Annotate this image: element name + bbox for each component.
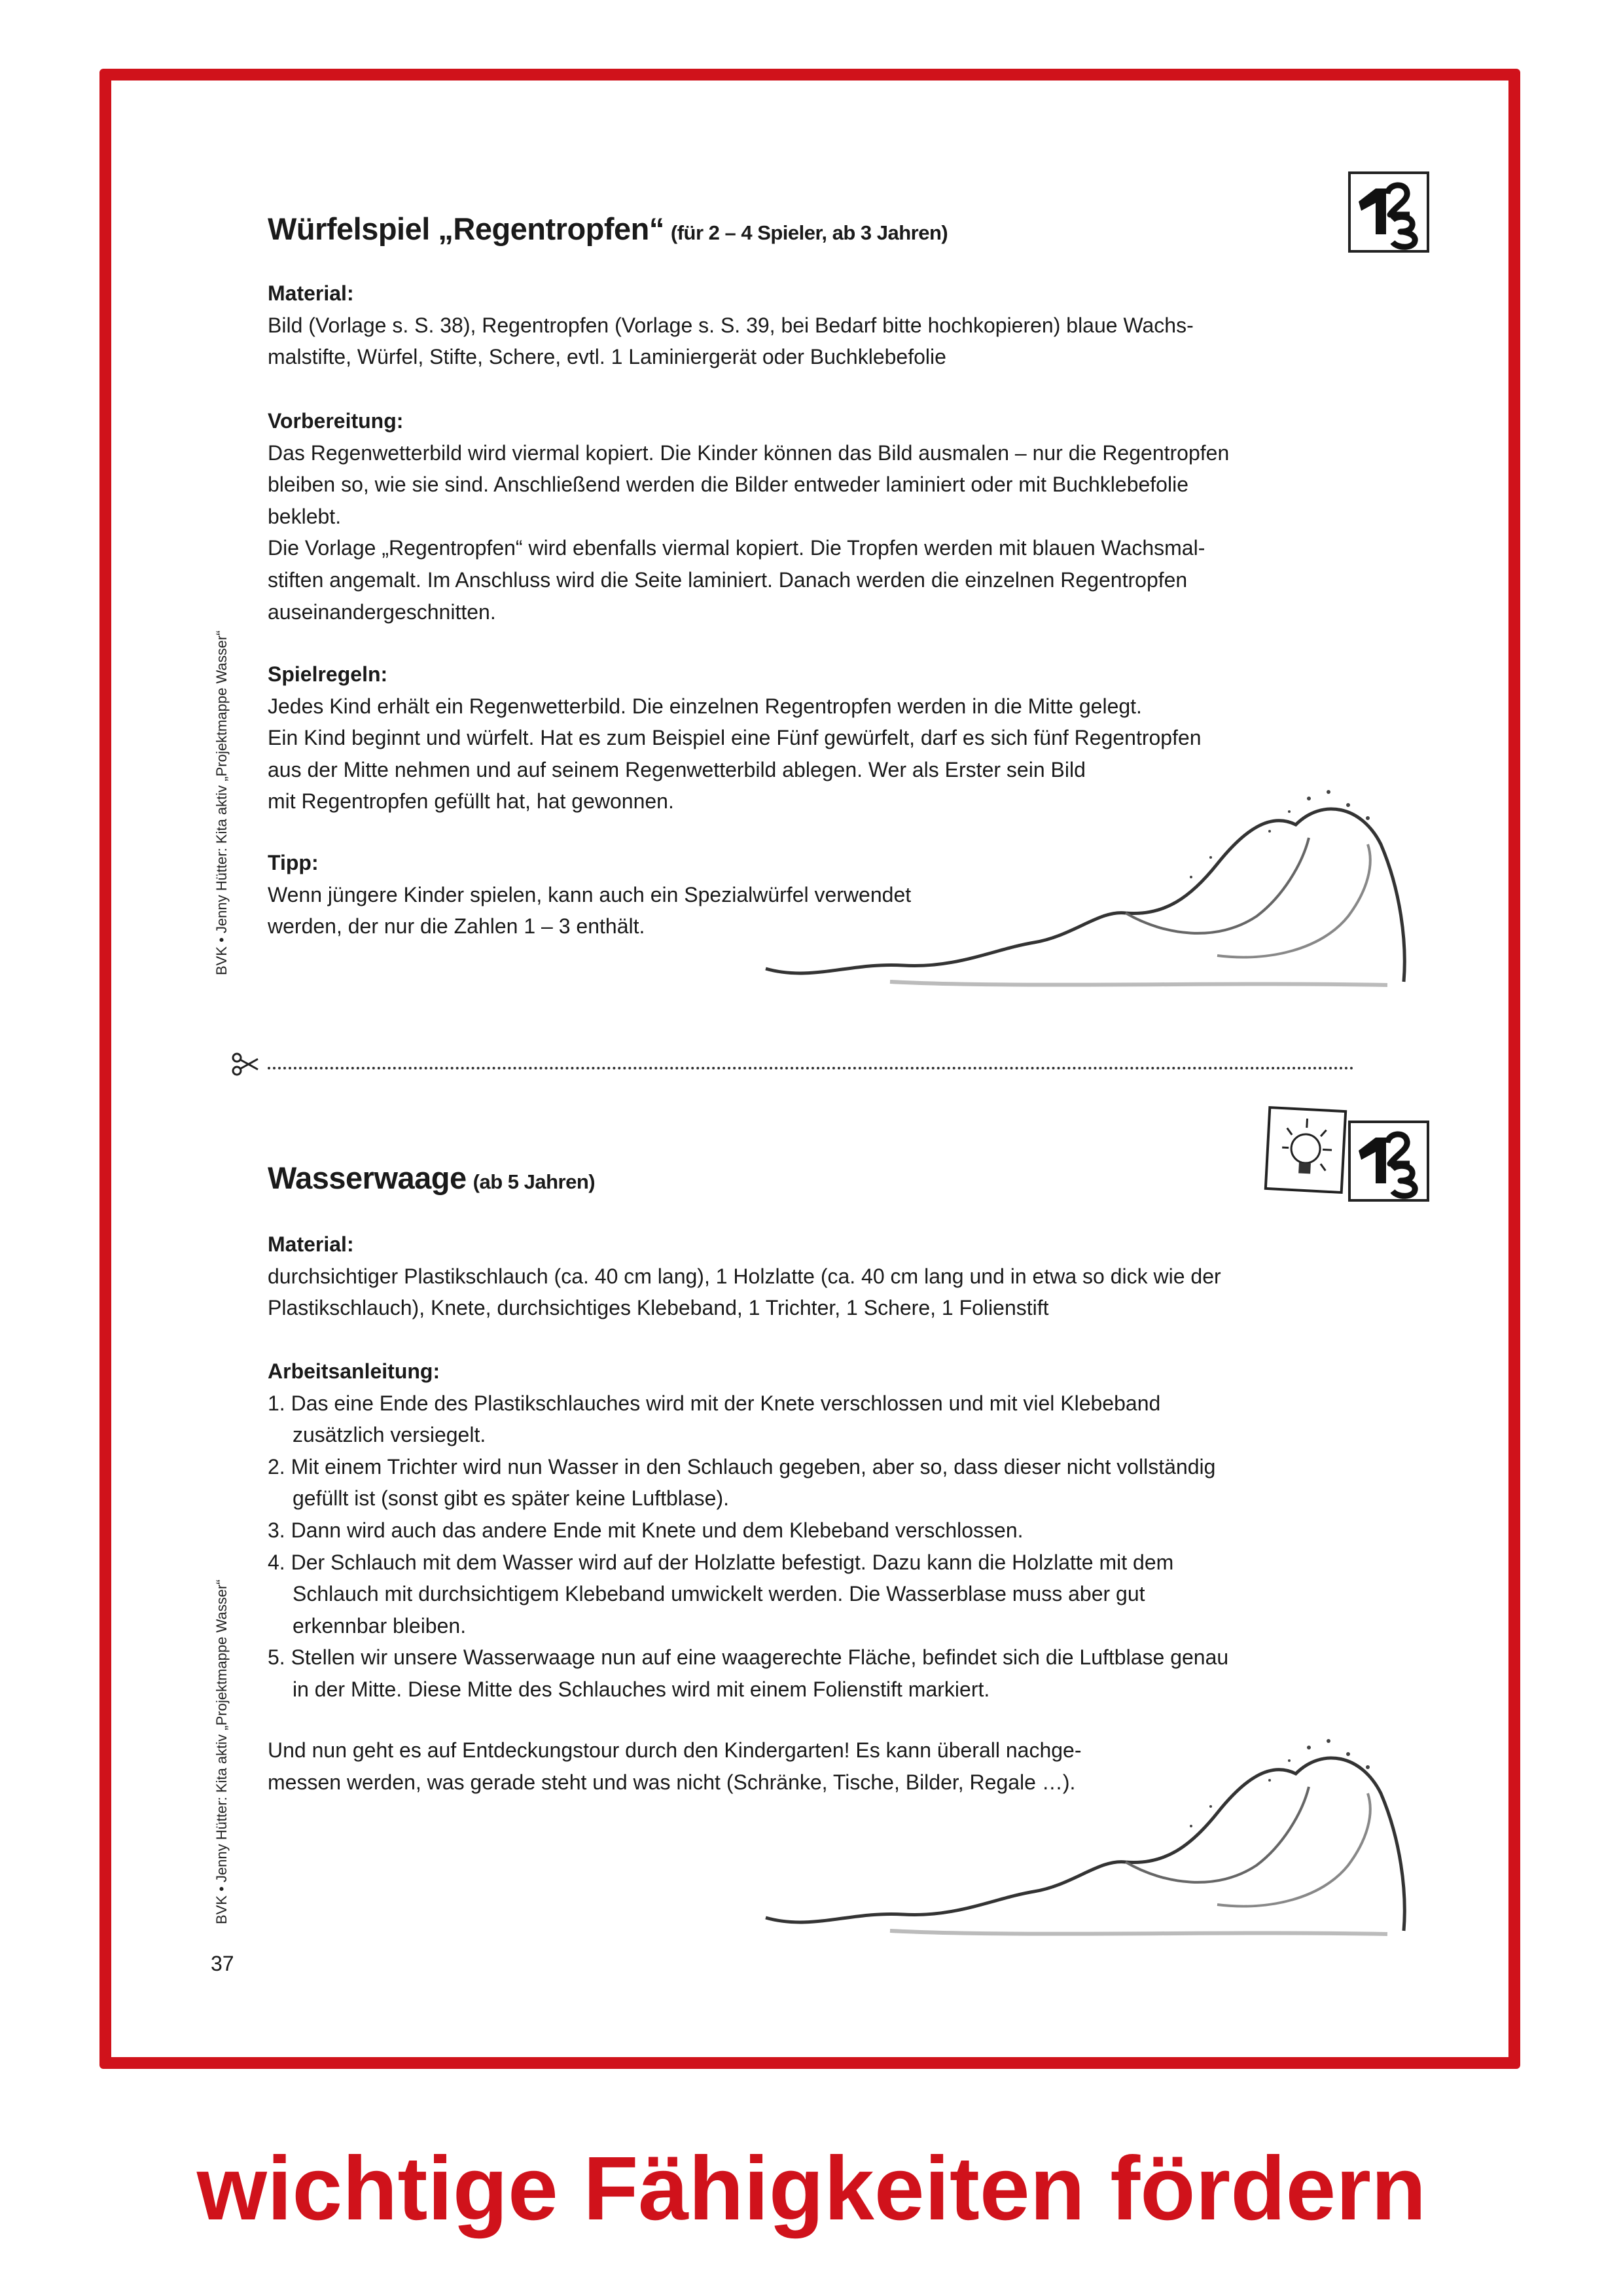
text-line: Und nun geht es auf Entdeckungstour durch den Kindergarten! Es kann überall nachge- (268, 1738, 1082, 1762)
page-number: 37 (211, 1952, 234, 1975)
content-block (268, 405, 1229, 628)
block-heading: Spielregeln: (268, 662, 388, 686)
text-line: werden, der nur die Zahlen 1 – 3 enthält. (268, 914, 645, 939)
wave-illustration (759, 785, 1414, 995)
text-line: messen werden, was gerade steht und was nicht (Schränke, Tische, Bilder, Regale …). (268, 1770, 1076, 1794)
wave-illustration (759, 1734, 1414, 1944)
block-heading: Material: (268, 1232, 354, 1256)
text-line: Plastikschlauch), Knete, durchsichtiges Klebeband, 1 Trichter, 1 Schere, 1 Folienstift (268, 1296, 1049, 1320)
section1-title-text: Würfelspiel „Regentropfen“ (268, 211, 664, 246)
content-block (268, 1355, 1228, 1706)
text-line: 5. Stellen wir unsere Wasserwaage nun auf eine waagerechte Fläche, befindet sich die Luftblase genau (268, 1645, 1229, 1670)
text-line: bleiben so, wie sie sind. Anschließend werden die Bilder entweder laminiert oder mit Buchklebefolie (268, 473, 1188, 497)
block-heading: Material: (268, 281, 354, 305)
text-line: auseinandergeschnitten. (268, 600, 496, 624)
text-line: beklebt. (268, 504, 342, 528)
text-line: mit Regentropfen gefüllt hat, hat gewonnen. (268, 789, 674, 814)
block-heading: Tipp: (268, 851, 319, 874)
text-line: durchsichtiger Plastikschlauch (ca. 40 cm lang), 1 Holzlatte (ca. 40 cm lang und in etwa so dick wie der (268, 1264, 1221, 1288)
section2-subtitle: (ab 5 Jahren) (473, 1170, 596, 1193)
text-line: 4. Der Schlauch mit dem Wasser wird auf der Holzlatte befestigt. Dazu kann die Holzlatte mit dem (268, 1550, 1174, 1574)
123-icon (1348, 1121, 1429, 1202)
scissors-icon (230, 1051, 259, 1077)
side-credit: BVK • Jenny Hütter: Kita aktiv „Projektmappe Wasser“ (213, 630, 230, 975)
text-line: gefüllt ist (sonst gibt es später keine Luftblase). (293, 1486, 730, 1511)
text-line: Jedes Kind erhält ein Regenwetterbild. Die einzelnen Regentropfen werden in die Mitte gelegt. (268, 694, 1142, 718)
text-line: Wenn jüngere Kinder spielen, kann auch ein Spezialwürfel verwendet (268, 882, 912, 906)
section1-title (268, 211, 948, 247)
content-block (268, 1229, 1221, 1324)
text-line: erkennbar bleiben. (293, 1613, 467, 1638)
text-line: Schlauch mit durchsichtigem Klebeband umwickelt werden. Die Wasserblase muss aber gut (293, 1582, 1145, 1606)
text-line: Ein Kind beginnt und würfelt. Hat es zum Beispiel eine Fünf gewürfelt, darf es sich fünf Regentropfen (268, 726, 1202, 750)
block-heading: Vorbereitung: (268, 409, 404, 433)
cut-line (268, 1067, 1354, 1069)
block-heading: Arbeitsanleitung: (268, 1359, 440, 1383)
section2-title-text: Wasserwaage (268, 1160, 467, 1195)
content-block (268, 278, 1194, 373)
text-line: 1. Das eine Ende des Plastikschlauches wird mit der Knete verschlossen und mit viel Klebeband (268, 1391, 1161, 1415)
section1-subtitle: (für 2 – 4 Spieler, ab 3 Jahren) (670, 221, 948, 244)
text-line: stiften angemalt. Im Anschluss wird die Seite laminiert. Danach werden die einzelnen Regentropfen (268, 567, 1188, 592)
123-icon (1348, 171, 1429, 253)
text-line: zusätzlich versiegelt. (293, 1423, 486, 1447)
text-line: malstifte, Würfel, Stifte, Schere, evtl. 1 Laminiergerät oder Buchklebefolie (268, 345, 946, 369)
text-line: Bild (Vorlage s. S. 38), Regentropfen (Vorlage s. S. 39, bei Bedarf bitte hochkopieren) blaue Wachs- (268, 313, 1194, 337)
text-line: 3. Dann wird auch das andere Ende mit Knete und dem Klebeband verschlossen. (268, 1518, 1024, 1542)
slogan: wichtige Fähigkeiten fördern (196, 2138, 1427, 2239)
text-line: Die Vorlage „Regentropfen“ wird ebenfalls viermal kopiert. Die Tropfen werden mit blauen Wachsmal- (268, 536, 1205, 560)
text-line: 2. Mit einem Trichter wird nun Wasser in den Schlauch gegeben, aber so, dass dieser nicht vollständig (268, 1454, 1216, 1479)
side-credit: BVK • Jenny Hütter: Kita aktiv „Projektmappe Wasser“ (213, 1579, 230, 1924)
text-line: in der Mitte. Diese Mitte des Schlauches wird mit einem Folienstift markiert. (293, 1677, 990, 1701)
text-line: Das Regenwetterbild wird viermal kopiert. Die Kinder können das Bild ausmalen – nur die Regentropfen (268, 440, 1230, 465)
lightbulb-icon (1264, 1106, 1347, 1194)
section2-title (268, 1160, 595, 1196)
text-line: aus der Mitte nehmen und auf seinem Regenwetterbild ablegen. Wer als Erster sein Bild (268, 757, 1086, 781)
